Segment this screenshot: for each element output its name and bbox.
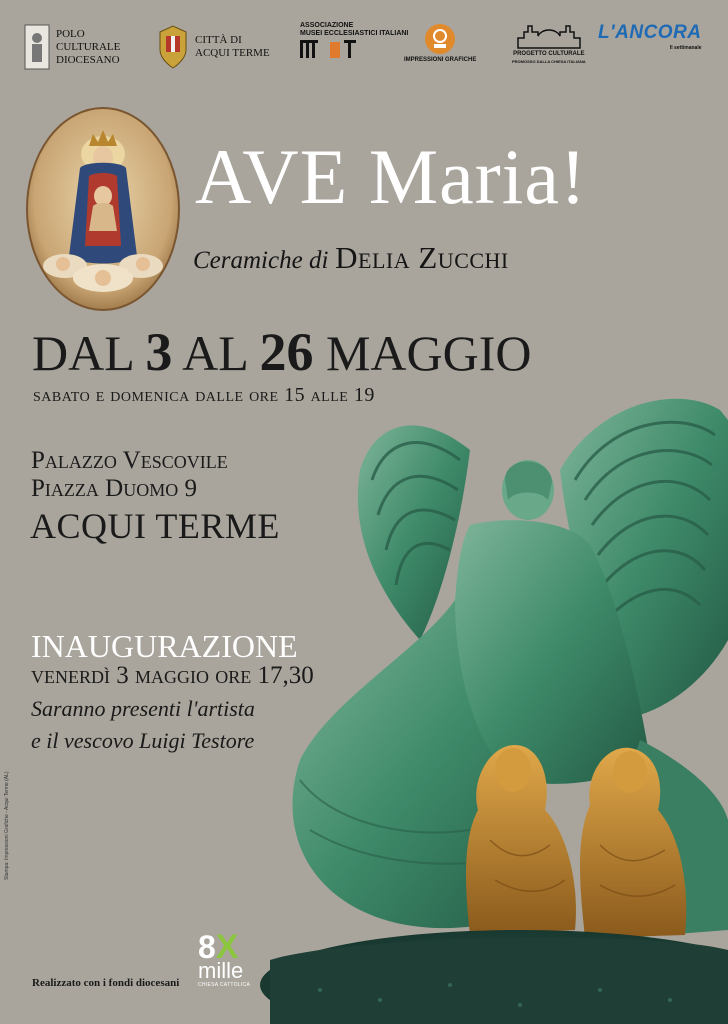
citta-acqui-logo xyxy=(156,22,270,72)
coat-of-arms-icon xyxy=(156,24,190,70)
progetto-line-1: PROGETTO CULTURALE xyxy=(513,51,585,57)
polo-line-3: DIOCESANO xyxy=(56,53,120,66)
citta-line-1: CITTÀ DI xyxy=(195,34,242,46)
musei-ecclesiastici-logo xyxy=(300,22,408,72)
inauguration-date: venerdì 3 maggio ore 17,30 xyxy=(31,662,314,689)
otto-x: X xyxy=(215,928,239,966)
venue-line-2: Piazza Duomo 9 xyxy=(31,475,197,502)
musei-line-1: ASSOCIAZIONE xyxy=(300,22,354,29)
subtitle xyxy=(193,240,509,276)
subtitle-prefix: Ceramiche di xyxy=(193,247,329,274)
dates-end: 26 xyxy=(259,322,314,382)
musei-line-2: MUSEI ECCLESIASTICI ITALIANI xyxy=(300,30,409,37)
polo-culturale-logo xyxy=(24,22,120,72)
otto-chiesa: CHIESA CATTOLICA xyxy=(198,982,251,988)
inauguration-note-1: Saranno presenti l'artista xyxy=(31,696,255,721)
ancora-sub: Il settimanale xyxy=(669,45,702,51)
funding-credit: Realizzato con i fondi diocesani xyxy=(32,977,180,989)
otto-mille: mille xyxy=(198,958,244,983)
otto-number: 8 xyxy=(198,929,216,965)
dates-dal: DAL xyxy=(32,325,133,381)
progetto-line-2: PROMOSSO DALLA CHIESA ITALIANA xyxy=(512,59,586,64)
artist-name: Delia Zucchi xyxy=(335,240,509,275)
inauguration-note-2: e il vescovo Luigi Testore xyxy=(31,728,255,753)
polo-line-2: CULTURALE xyxy=(56,40,121,53)
ancora-label: L'ANCORA xyxy=(598,22,702,43)
polo-line-1: POLO xyxy=(56,27,85,40)
ancora-logo xyxy=(598,22,702,72)
exhibition-dates xyxy=(32,322,532,382)
page-title: AVE Maria! xyxy=(195,133,587,220)
venue-line-1: Palazzo Vescovile xyxy=(31,447,228,474)
city-skyline-icon xyxy=(516,22,582,50)
musei-mark-icon xyxy=(300,38,356,62)
dates-month: MAGGIO xyxy=(325,325,532,381)
printer-credit: Stampa: Impressioni Grafiche - Acqui Terme (AL) xyxy=(4,771,10,880)
impressioni-label: IMPRESSIONI GRAFICHE xyxy=(404,57,477,63)
otto-per-mille-logo xyxy=(198,930,250,988)
dates-start: 3 xyxy=(145,322,173,382)
citta-line-2: ACQUI TERME xyxy=(195,47,270,59)
dates-al: AL xyxy=(182,325,247,381)
shield-icon xyxy=(24,24,50,70)
impressioni-grafiche-logo xyxy=(404,22,476,72)
camera-icon xyxy=(420,22,460,56)
progetto-culturale-logo xyxy=(512,22,586,72)
madonna-medallion-image xyxy=(25,106,181,312)
venue-city: ACQUI TERME xyxy=(30,506,280,546)
inauguration-title: INAUGURAZIONE xyxy=(31,628,298,664)
opening-hours: sabato e domenica dalle ore 15 alle 19 xyxy=(33,384,375,406)
